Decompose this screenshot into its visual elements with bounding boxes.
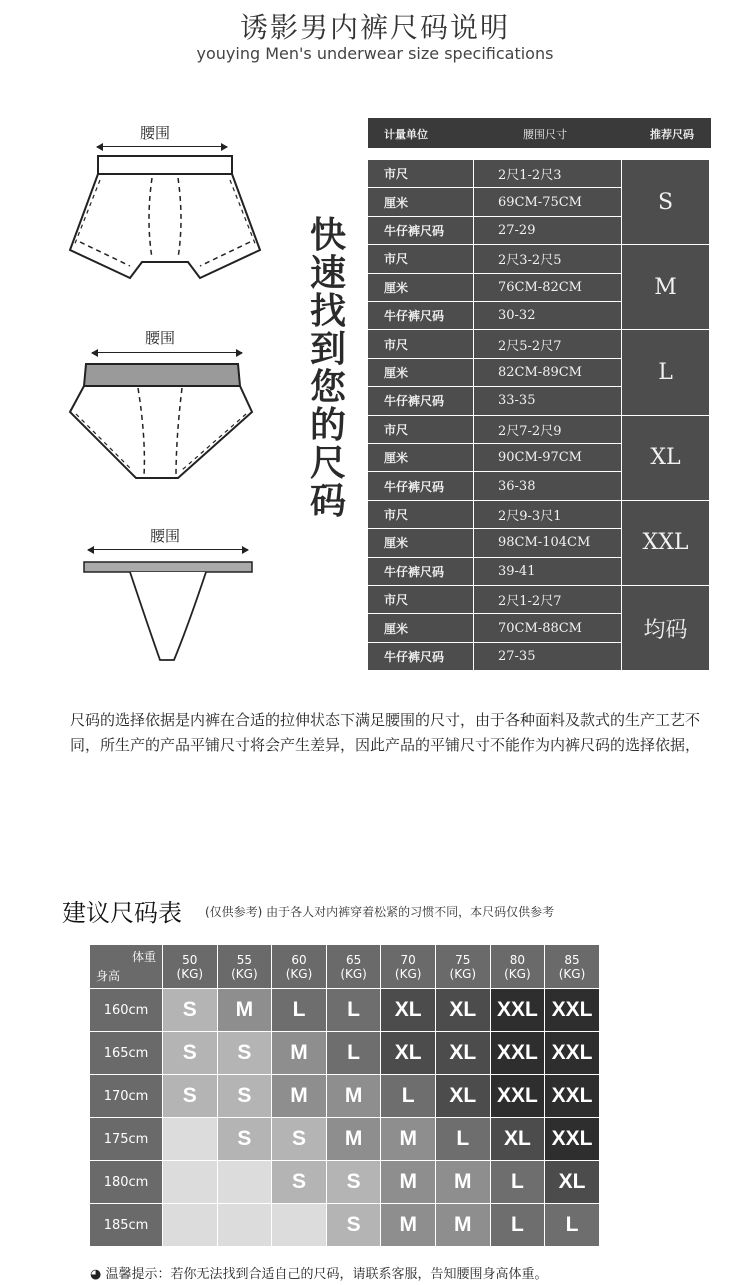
size-table-value-cell: 2尺5-2尺7	[474, 330, 621, 357]
weight-value: 60	[291, 952, 307, 967]
corner-height-label: 身高	[96, 969, 121, 983]
weight-unit: (KG)	[176, 966, 204, 981]
size-table-value-cell: 98CM-104CM	[474, 529, 621, 556]
grid-size-cell: S	[327, 1204, 382, 1247]
grid-size-cell: XL	[545, 1161, 600, 1204]
weight-unit: (KG)	[558, 966, 586, 981]
info-icon: ◕	[90, 1267, 106, 1282]
size-table-unit-cell: 市尺	[368, 586, 473, 613]
grid-empty-cell	[163, 1204, 218, 1247]
grid-weight-header	[327, 945, 382, 989]
slogan-char: 码	[309, 480, 346, 522]
size-table-unit-cell: 厘米	[368, 359, 473, 386]
grid-size-cell: L	[272, 989, 327, 1032]
grid-size-cell: XXL	[491, 989, 546, 1032]
weight-value: 75	[455, 952, 471, 967]
weight-value: 55	[236, 952, 253, 967]
weight-unit: (KG)	[340, 966, 367, 981]
size-table-unit-cell: 厘米	[368, 614, 473, 641]
size-table-value-cell: 2尺9-3尺1	[474, 501, 621, 528]
size-table-unit-cell: 厘米	[368, 274, 473, 301]
weight-value: 85	[564, 952, 580, 967]
warm-tip-text: 温馨提示：若你无法找到合适自己的尺码，请联系客服，告知腰围身高体重。	[105, 1267, 548, 1282]
grid-size-cell: XXL	[545, 989, 600, 1032]
grid-size-cell: S	[163, 1075, 218, 1118]
grid-height-label: 180cm	[90, 1161, 163, 1204]
size-table-unit-cell: 牛仔裤尺码	[368, 643, 473, 670]
grid-size-cell: M	[272, 1075, 327, 1118]
size-table-size-cell: XXL	[622, 501, 709, 585]
size-table-value-cell: 76CM-82CM	[474, 274, 621, 301]
weight-unit: (KG)	[231, 966, 258, 981]
size-table-unit-cell: 市尺	[368, 501, 473, 528]
grid-weight-header	[545, 945, 600, 989]
boxer-briefs-illustration	[60, 150, 270, 290]
grid-height-label: 175cm	[90, 1118, 163, 1161]
size-table-value-cell: 27-29	[474, 217, 621, 244]
page-title: 诱影男内裤尺码说明	[239, 11, 510, 44]
grid-size-cell: XXL	[545, 1075, 600, 1118]
grid-size-cell: M	[218, 989, 273, 1032]
size-table-unit-cell: 市尺	[368, 245, 473, 272]
recommend-size-grid	[90, 945, 600, 1247]
size-table-unit-cell: 厘米	[368, 444, 473, 471]
grid-size-cell: XL	[436, 1075, 491, 1118]
size-table-value-cell: 2尺1-2尺3	[474, 160, 621, 187]
slogan-char: 您	[309, 366, 346, 408]
size-table-size-cell: M	[622, 245, 709, 329]
grid-size-cell: M	[381, 1118, 436, 1161]
size-table-value-cell: 70CM-88CM	[474, 614, 621, 641]
weight-value: 50	[182, 952, 198, 967]
size-table-unit-cell: 牛仔裤尺码	[368, 217, 473, 244]
size-table-unit-cell: 市尺	[368, 160, 473, 187]
grid-size-cell: XL	[436, 1032, 491, 1075]
size-table-unit-cell: 牛仔裤尺码	[368, 558, 473, 585]
waist-size-table	[368, 118, 711, 670]
grid-size-cell: M	[436, 1204, 491, 1247]
slogan-char: 的	[309, 404, 346, 446]
grid-size-cell: S	[327, 1161, 382, 1204]
grid-size-cell: L	[381, 1075, 436, 1118]
grid-empty-cell	[218, 1161, 273, 1204]
weight-unit: (KG)	[504, 966, 531, 981]
grid-size-cell: S	[218, 1075, 273, 1118]
size-table-unit-cell: 牛仔裤尺码	[368, 472, 473, 499]
grid-weight-header	[491, 945, 546, 989]
waist-arrow-boxer	[97, 146, 227, 147]
grid-height-label: 165cm	[90, 1032, 163, 1075]
grid-size-cell: L	[545, 1204, 600, 1247]
grid-empty-cell	[218, 1204, 273, 1247]
recommend-hint: (仅供参考) 由于各人对内裤穿着松紧的习惯不同，本尺码仅供参考	[205, 905, 555, 919]
size-table-size-cell: L	[622, 330, 709, 414]
size-table-value-cell: 2尺7-2尺9	[474, 416, 621, 443]
size-table-value-cell: 69CM-75CM	[474, 188, 621, 215]
size-table-value-cell: 27-35	[474, 643, 621, 670]
grid-size-cell: XL	[381, 1032, 436, 1075]
grid-size-cell: L	[491, 1204, 546, 1247]
size-table-value-cell: 82CM-89CM	[474, 359, 621, 386]
waist-label-thong: 腰围	[150, 527, 181, 545]
waist-label-boxer: 腰围	[140, 124, 171, 142]
grid-size-cell: XXL	[545, 1118, 600, 1161]
page-subtitle: youying Men's underwear size specifications	[196, 44, 554, 63]
grid-size-cell: L	[491, 1161, 546, 1204]
grid-size-cell: S	[272, 1161, 327, 1204]
grid-weight-header	[436, 945, 491, 989]
grid-height-label: 160cm	[90, 989, 163, 1032]
slogan-char: 快	[309, 214, 346, 256]
thong-illustration	[78, 556, 258, 668]
grid-size-cell: L	[327, 1032, 382, 1075]
grid-size-cell: M	[327, 1075, 382, 1118]
waist-label-briefs: 腰围	[145, 329, 176, 347]
grid-size-cell: S	[272, 1118, 327, 1161]
size-table-value-cell: 2尺1-2尺7	[474, 586, 621, 613]
corner-weight-label: 体重	[131, 950, 156, 964]
weight-value: 65	[345, 952, 362, 967]
size-table-unit-cell: 厘米	[368, 188, 473, 215]
size-table-value-cell: 36-38	[474, 472, 621, 499]
grid-height-label: 185cm	[90, 1204, 163, 1247]
size-note: 尺码的选择依据是内裤在合适的拉伸状态下满足腰围的尺寸，由于各种面料及款式的生产工艺不同，所生产的产品平铺尺寸将会产生差异，因此产品的平铺尺寸不能作为内裤尺码的选择依据，	[70, 711, 701, 754]
grid-size-cell: L	[327, 989, 382, 1032]
slogan-char: 速	[309, 252, 346, 294]
weight-unit: (KG)	[394, 966, 422, 981]
waist-arrow-thong	[88, 549, 248, 550]
size-table-unit-cell: 市尺	[368, 330, 473, 357]
warm-tip	[90, 1263, 548, 1282]
grid-size-cell: S	[163, 989, 218, 1032]
grid-size-cell: M	[381, 1204, 436, 1247]
recommend-title: 建议尺码表	[62, 899, 182, 927]
slogan-char: 尺	[309, 442, 346, 484]
grid-empty-cell	[272, 1204, 327, 1247]
grid-size-cell: M	[272, 1032, 327, 1075]
weight-value: 80	[509, 952, 526, 967]
grid-size-cell: S	[218, 1032, 273, 1075]
grid-empty-cell	[163, 1118, 218, 1161]
grid-size-cell: XL	[381, 989, 436, 1032]
weight-value: 70	[400, 952, 416, 967]
size-table-unit-cell: 厘米	[368, 529, 473, 556]
slogan-char: 到	[309, 328, 346, 370]
size-table-unit-cell: 牛仔裤尺码	[368, 302, 473, 329]
size-table-size-cell: 均码	[622, 586, 709, 670]
grid-size-cell: XXL	[491, 1075, 546, 1118]
size-table-header	[368, 118, 711, 148]
weight-unit: (KG)	[285, 966, 313, 981]
size-table-unit-cell: 市尺	[368, 416, 473, 443]
grid-weight-header	[272, 945, 327, 989]
slogan-char: 找	[309, 290, 346, 332]
grid-weight-header	[163, 945, 218, 989]
size-table-size-cell: XL	[622, 416, 709, 500]
grid-size-cell: XXL	[491, 1032, 546, 1075]
size-table-value-cell: 2尺3-2尺5	[474, 245, 621, 272]
grid-size-cell: M	[381, 1161, 436, 1204]
size-table-value-cell: 33-35	[474, 387, 621, 414]
weight-unit: (KG)	[449, 966, 477, 981]
grid-height-label: 170cm	[90, 1075, 163, 1118]
grid-size-cell: L	[436, 1118, 491, 1161]
grid-size-cell: XXL	[545, 1032, 600, 1075]
grid-weight-header	[381, 945, 436, 989]
size-table-value-cell: 30-32	[474, 302, 621, 329]
grid-corner	[90, 945, 163, 989]
size-table-value-cell: 39-41	[474, 558, 621, 585]
header-waist: 腰围尺寸	[523, 128, 567, 141]
grid-size-cell: XL	[491, 1118, 546, 1161]
grid-empty-cell	[163, 1161, 218, 1204]
size-table-unit-cell: 牛仔裤尺码	[368, 387, 473, 414]
find-size-slogan	[306, 216, 350, 520]
grid-size-cell: M	[327, 1118, 382, 1161]
grid-size-cell: M	[436, 1161, 491, 1204]
header-size: 推荐尺码	[650, 128, 694, 141]
grid-size-cell: S	[163, 1032, 218, 1075]
grid-size-cell: XL	[436, 989, 491, 1032]
size-table-value-cell: 90CM-97CM	[474, 444, 621, 471]
grid-weight-header	[218, 945, 273, 989]
header-unit: 计量单位	[384, 128, 428, 141]
briefs-illustration	[66, 358, 256, 490]
size-table-size-cell: S	[622, 160, 709, 244]
grid-size-cell: S	[218, 1118, 273, 1161]
waist-arrow-briefs	[92, 352, 242, 353]
